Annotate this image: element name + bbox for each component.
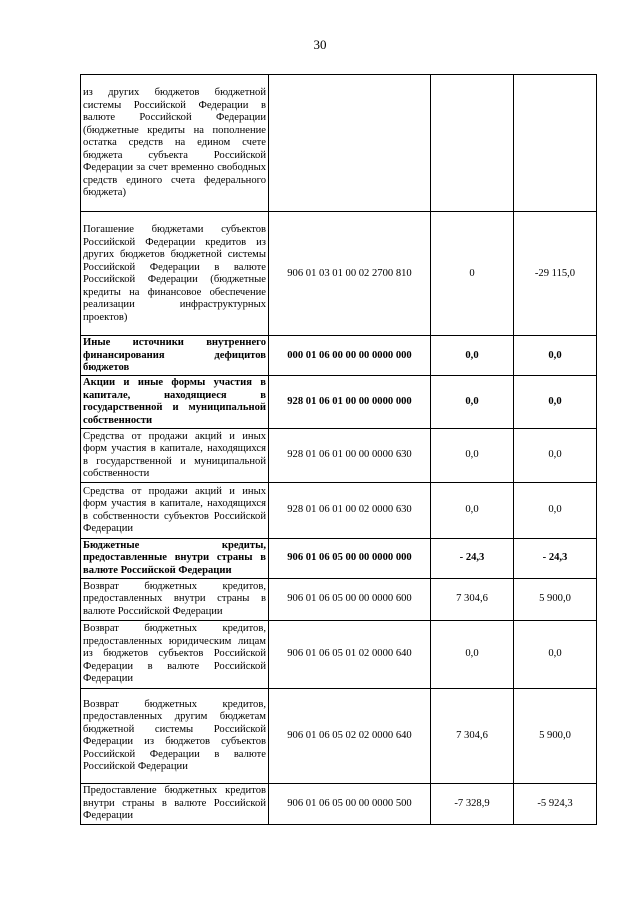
row-value2-cell: 0,0 <box>514 336 597 376</box>
row-code-cell <box>269 75 431 212</box>
row-code-cell: 906 01 06 05 00 00 0000 000 <box>269 538 431 578</box>
row-value1-cell <box>431 75 514 212</box>
row-value2-cell: - 24,3 <box>514 538 597 578</box>
row-value1-cell: 0 <box>431 212 514 336</box>
row-code-cell: 906 01 06 05 00 00 0000 500 <box>269 783 431 824</box>
row-code-cell: 906 01 06 05 00 00 0000 600 <box>269 578 431 620</box>
row-value2-cell: 5 900,0 <box>514 578 597 620</box>
table-row <box>81 375 597 428</box>
table-row <box>81 620 597 688</box>
row-value1-cell: - 24,3 <box>431 538 514 578</box>
row-name-cell: Возврат бюджетных кредитов, предоставленных внутри страны в валюте Российской Федерации <box>81 578 269 620</box>
row-value2-cell: 5 900,0 <box>514 688 597 783</box>
row-code-cell: 928 01 06 01 00 02 0000 630 <box>269 482 431 538</box>
row-name-cell: Акции и иные формы участия в капитале, находящиеся в государственной и муниципальной собственности <box>81 375 269 428</box>
table-row <box>81 212 597 336</box>
row-value2-cell: 0,0 <box>514 482 597 538</box>
row-value2-cell <box>514 75 597 212</box>
row-value1-cell: 0,0 <box>431 620 514 688</box>
row-name-cell: Средства от продажи акций и иных форм участия в капитале, находящихся в государственной и муниципальной собственности <box>81 428 269 482</box>
row-code-cell: 000 01 06 00 00 00 0000 000 <box>269 336 431 376</box>
row-value1-cell: 0,0 <box>431 336 514 376</box>
row-value2-cell: 0,0 <box>514 620 597 688</box>
row-code-cell: 906 01 06 05 01 02 0000 640 <box>269 620 431 688</box>
row-code-cell: 906 01 03 01 00 02 2700 810 <box>269 212 431 336</box>
row-name-cell: Предоставление бюджетных кредитов внутри страны в валюте Российской Федерации <box>81 783 269 824</box>
row-name-cell: Средства от продажи акций и иных форм участия в капитале, находящихся в собственности субъектов Российской Федерации <box>81 482 269 538</box>
table-row <box>81 428 597 482</box>
table-row <box>81 336 597 376</box>
row-value1-cell: 0,0 <box>431 428 514 482</box>
table-row <box>81 783 597 824</box>
row-code-cell: 906 01 06 05 02 02 0000 640 <box>269 688 431 783</box>
table-row <box>81 688 597 783</box>
row-value1-cell: -7 328,9 <box>431 783 514 824</box>
table-row <box>81 578 597 620</box>
row-value1-cell: 7 304,6 <box>431 688 514 783</box>
row-value1-cell: 7 304,6 <box>431 578 514 620</box>
row-name-cell: Погашение бюджетами субъектов Российской Федерации кредитов из других бюджетов бюджетной системы Российской Федерации в валюте Российской Федерации (бюджетные кредиты на финансовое обеспечение реализации инфраструктурных проектов) <box>81 212 269 336</box>
row-value1-cell: 0,0 <box>431 482 514 538</box>
row-code-cell: 928 01 06 01 00 00 0000 000 <box>269 375 431 428</box>
budget-sources-table <box>80 74 597 825</box>
table-row <box>81 538 597 578</box>
row-value2-cell: 0,0 <box>514 428 597 482</box>
row-name-cell: из других бюджетов бюджетной системы Российской Федерации в валюте Российской Федерации (бюджетные кредиты на пополнение остатка средств на едином счете бюджета субъекта Российской Федерации за счет временно свободных средств единого счета федерального бюджета) <box>81 75 269 212</box>
table-row <box>81 482 597 538</box>
row-code-cell: 928 01 06 01 00 00 0000 630 <box>269 428 431 482</box>
row-value2-cell: -5 924,3 <box>514 783 597 824</box>
row-name-cell: Возврат бюджетных кредитов, предоставленных другим бюджетам бюджетной системы Российской Федерации из бюджетов субъектов Российской Федерации в валюте Российской Федерации <box>81 688 269 783</box>
row-name-cell: Бюджетные кредиты, предоставленные внутри страны в валюте Российской Федерации <box>81 538 269 578</box>
table-row <box>81 75 597 212</box>
row-name-cell: Возврат бюджетных кредитов, предоставленных юридическим лицам из бюджетов субъектов Российской Федерации в валюте Российской Федерации <box>81 620 269 688</box>
row-name-cell: Иные источники внутреннего финансирования дефицитов бюджетов <box>81 336 269 376</box>
row-value1-cell: 0,0 <box>431 375 514 428</box>
row-value2-cell: -29 115,0 <box>514 212 597 336</box>
row-value2-cell: 0,0 <box>514 375 597 428</box>
page-number: 30 <box>313 37 327 52</box>
